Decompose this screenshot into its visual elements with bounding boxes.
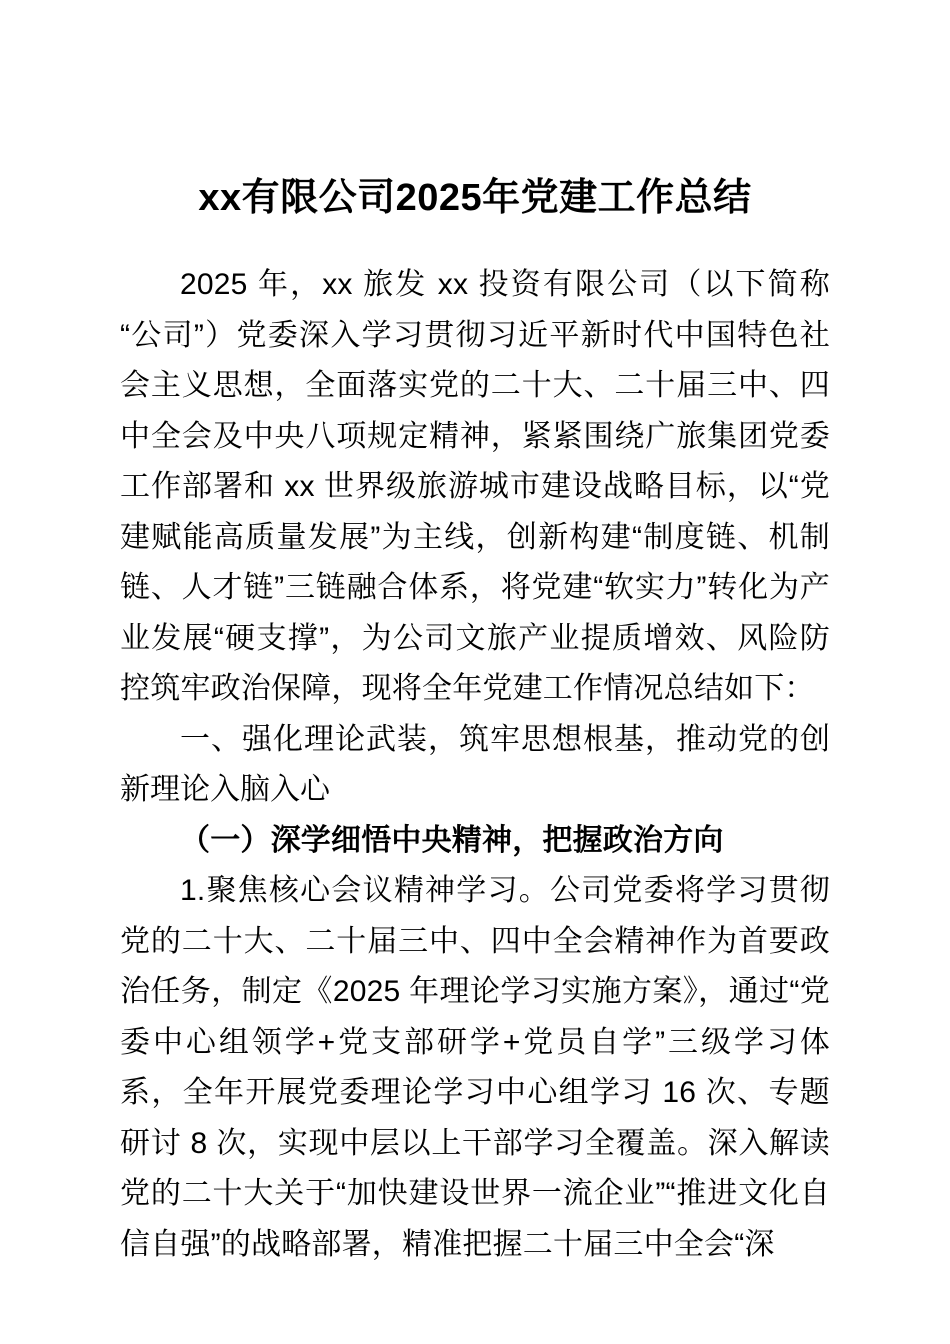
heading-level-2-deep-study: （一）深学细悟中央精神，把握政治方向 (180, 823, 724, 857)
page-content-area (120, 0, 830, 1270)
page-title: xx有限公司2025年党建工作总结 (198, 177, 752, 219)
heading-level-1-strengthen-theory: 一、强化理论武装，筑牢思想根基，推动党的创新理论入脑入心 (120, 721, 830, 807)
body-paragraph-focus-core-meeting: 1.聚焦核心会议精神学习。公司党委将学习贯彻党的二十大、二十届三中、四中全会精神作为首要政治任务，制定《2025 年理论学习实施方案》，通过“党委中心组领学+党支部研学+党员自学”三级学习体系，全年开展党委理论学习中心组学习 16 次、专题研讨 8 次，实现中层以上干部学习全覆盖。深入解读党的二十大关于“加快建设世界一流企业”“推进文化自信自强”的战略部署，精准把握二十届三中全会“深 (120, 874, 830, 1261)
opening-paragraph: 2025 年，xx 旅发 xx 投资有限公司（以下简称“公司”）党委深入学习贯彻习近平新时代中国特色社会主义思想，全面落实党的二十大、二十届三中、四中全会及中央八项规定精神，紧紧围绕广旅集团党委工作部署和 xx 世界级旅游城市建设战略目标，以“党建赋能高质量发展”为主线，创新构建“制度链、机制链、人才链”三链融合体系，将党建“软实力”转化为产业发展“硬支撑”，为公司文旅产业提质增效、风险防控筑牢政治保障，现将全年党建工作情况总结如下： (120, 268, 830, 705)
